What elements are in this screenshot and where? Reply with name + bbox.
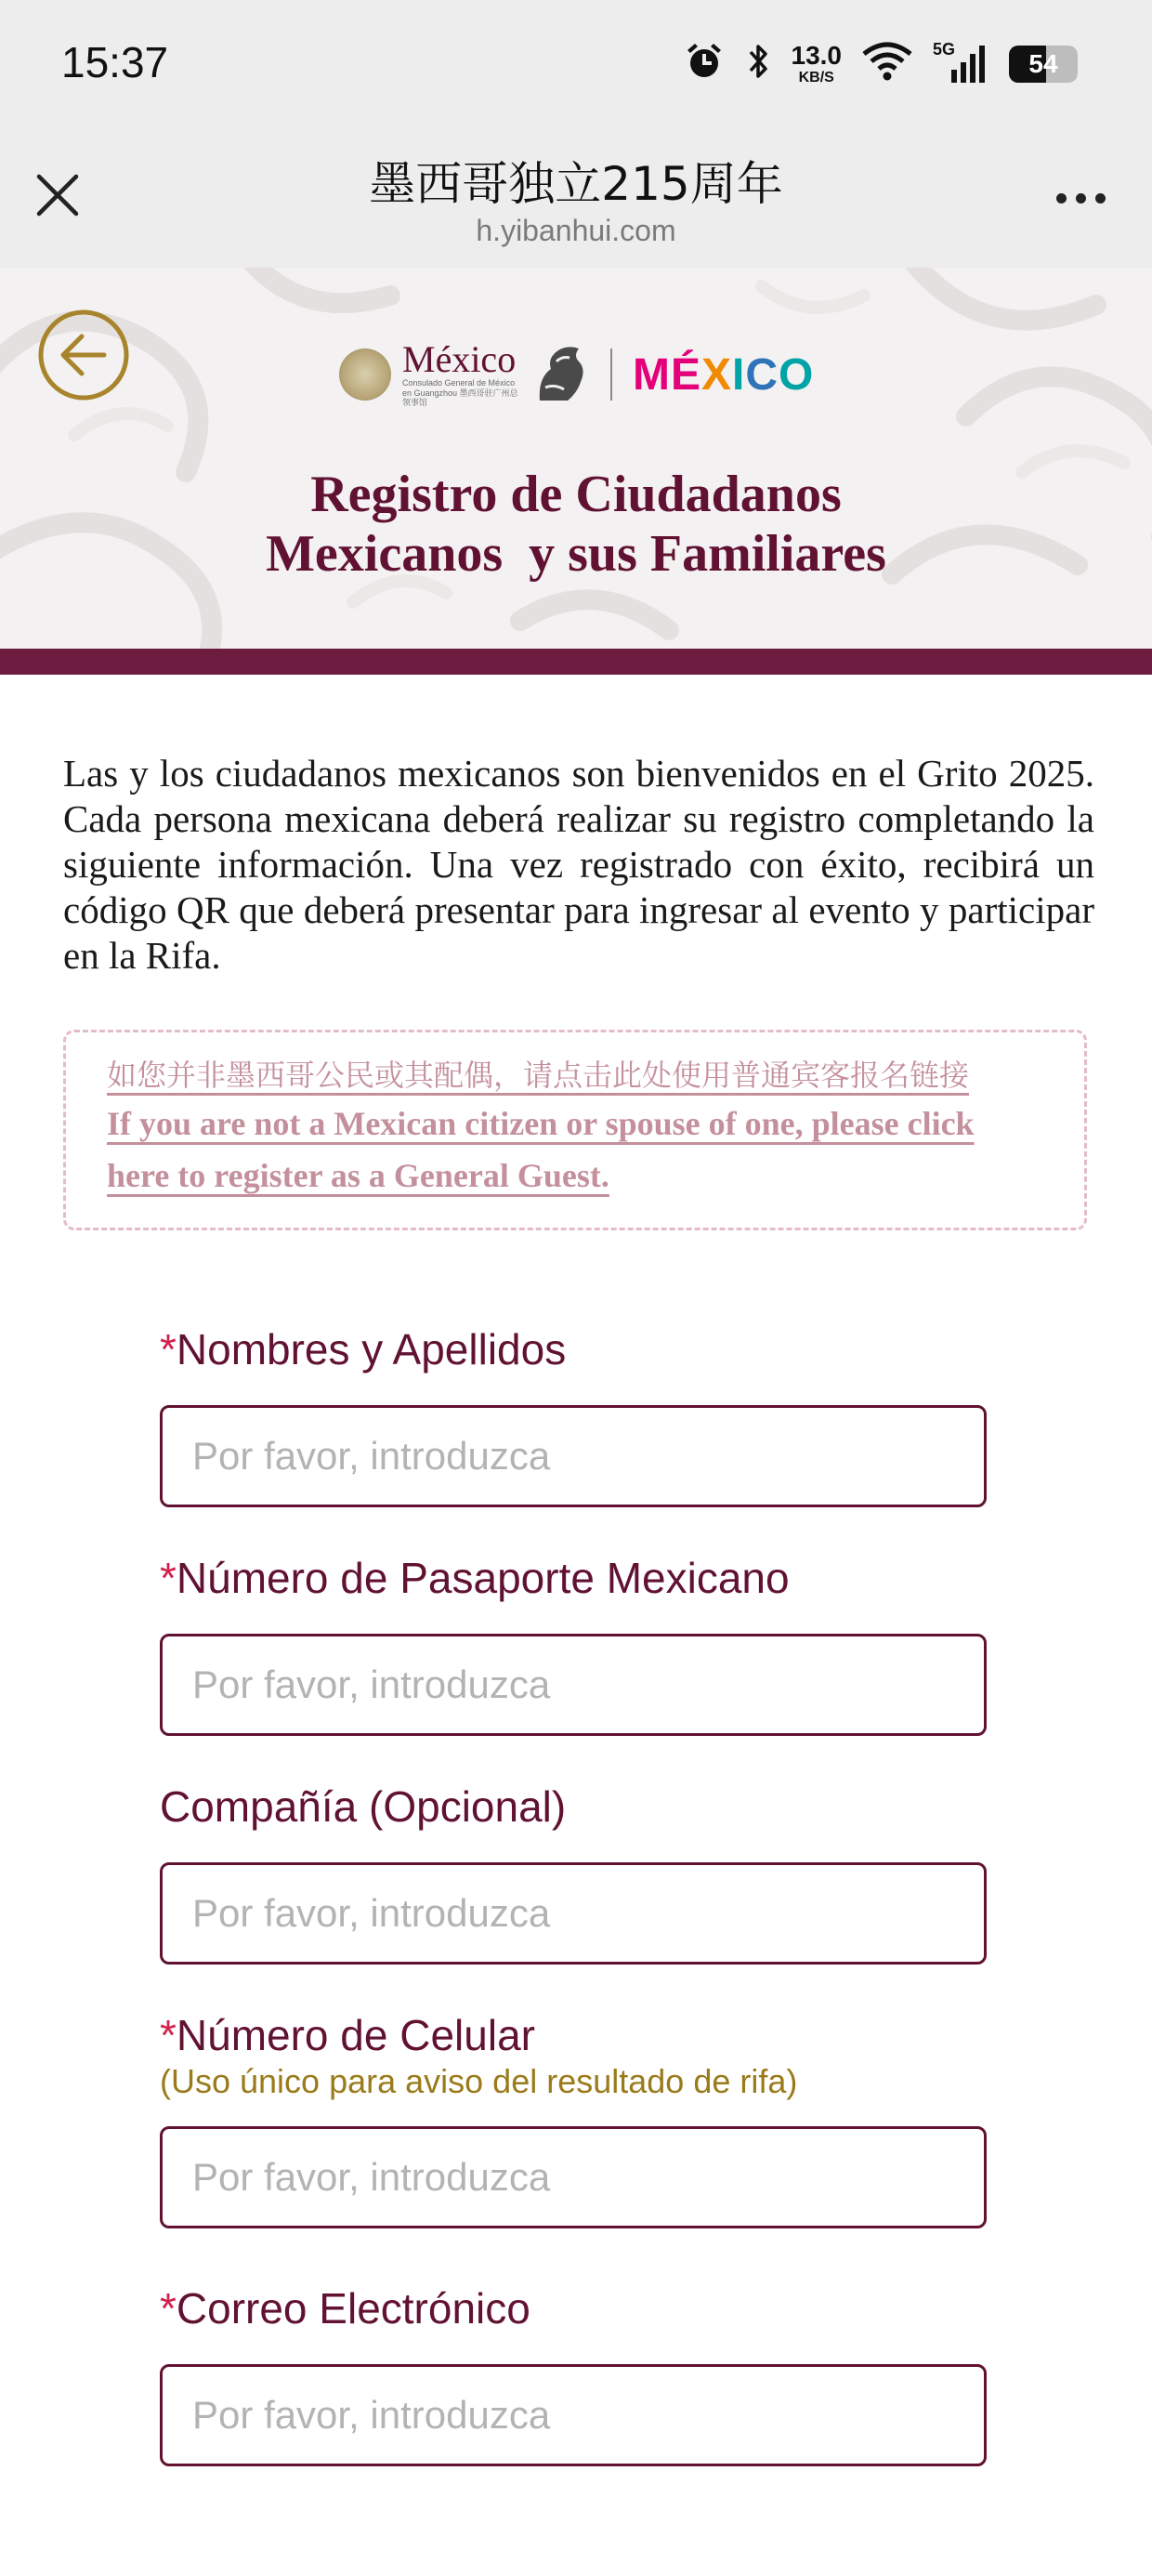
brand-letter: É xyxy=(670,349,701,400)
more-dot-icon xyxy=(1076,193,1086,204)
required-mark: * xyxy=(160,1554,177,1602)
field-label xyxy=(160,1323,990,1375)
nombres-input[interactable] xyxy=(160,1405,987,1507)
more-dot-icon xyxy=(1095,193,1106,204)
celular-input[interactable] xyxy=(160,2126,987,2228)
required-mark: * xyxy=(160,2284,177,2333)
hero-divider-stripe xyxy=(0,649,1152,675)
bluetooth-icon xyxy=(745,41,771,86)
hero-title xyxy=(0,465,1152,584)
brand-letter: M xyxy=(633,349,671,400)
field-label-text: Número de Pasaporte Mexicano xyxy=(176,1554,790,1602)
field-label xyxy=(160,2282,990,2334)
brand-letter: I xyxy=(732,349,746,400)
intro-paragraph: Las y los ciudadanos mexicanos son bienvenidos en el Grito 2025. Cada persona mexicana deberá realizar su registro completando la siguiente información. Una vez registrado con éxito, recibirá un código QR que deberá presentar para ingresar al evento y participar en la Rifa. xyxy=(63,752,1094,977)
pasaporte-input[interactable] xyxy=(160,1634,987,1736)
arrow-left-icon xyxy=(35,307,132,403)
page-title: 墨西哥独立215周年 xyxy=(369,157,783,211)
status-time: 15:37 xyxy=(61,38,169,86)
mexico-brand-logo xyxy=(633,349,814,401)
more-dot-icon xyxy=(1056,193,1067,204)
network-type: 5G xyxy=(933,39,956,59)
battery-level: 54 xyxy=(1028,48,1058,78)
status-bar xyxy=(0,0,1152,138)
alarm-icon xyxy=(684,41,725,86)
logo-divider xyxy=(610,348,612,401)
logo-mexico-subtitle: Consulado General de México en Guangzhou 墨西哥驻广州总领事馆 xyxy=(402,377,518,408)
field-label-text: Nombres y Apellidos xyxy=(176,1325,567,1373)
logo-mexico-word: México xyxy=(402,337,517,380)
field-label-text: Compañía (Opcional) xyxy=(160,1782,567,1831)
wifi-icon xyxy=(862,41,912,86)
general-guest-link-zh[interactable]: 如您并非墨西哥公民或其配偶，请点击此处使用普通宾客报名链接 xyxy=(107,1058,970,1093)
form-field-nombres xyxy=(160,1323,990,1507)
network-speed-value: 13.0 xyxy=(791,40,842,70)
field-label-text: Correo Electrónico xyxy=(176,2284,530,2333)
required-mark: * xyxy=(160,2011,177,2059)
field-hint: (Uso único para aviso del resultado de rifa) xyxy=(160,2062,798,2100)
field-label-text: Número de Celular xyxy=(176,2011,535,2059)
browser-nav-bar xyxy=(0,138,1152,268)
form-field-pasaporte xyxy=(160,1552,990,1736)
hero-title-line1: Registro de Ciudadanos xyxy=(310,466,842,523)
consulate-logos xyxy=(339,328,814,421)
general-guest-link-en[interactable]: If you are not a Mexican citizen or spouse of one, please click here to register as a General Guest. xyxy=(107,1105,975,1194)
more-options-button[interactable] xyxy=(1056,193,1106,204)
general-guest-notice xyxy=(63,1030,1087,1230)
hero-banner xyxy=(0,268,1152,649)
eagle-emblem-icon xyxy=(530,341,590,408)
decorative-pattern xyxy=(0,268,1152,649)
brand-letter: C xyxy=(745,349,779,400)
compania-input[interactable] xyxy=(160,1862,987,1965)
cellular-signal-icon xyxy=(933,39,988,85)
battery-icon xyxy=(1009,46,1078,83)
form-field-compania xyxy=(160,1781,990,1965)
seal-icon xyxy=(339,348,391,401)
required-mark: * xyxy=(160,1325,177,1373)
field-label xyxy=(160,2009,990,2061)
network-speed-unit: KB/S xyxy=(798,69,834,85)
form-field-celular xyxy=(160,2009,990,2228)
page-url: h.yibanhui.com xyxy=(476,214,676,247)
hero-title-line2: Mexicanos y sus Familiares xyxy=(266,525,886,583)
correo-input[interactable] xyxy=(160,2364,987,2466)
form-field-correo xyxy=(160,2282,990,2466)
field-label xyxy=(160,1552,990,1604)
brand-letter: X xyxy=(701,349,733,400)
back-button[interactable] xyxy=(35,307,132,403)
status-icons xyxy=(684,41,1079,86)
network-speed xyxy=(791,40,843,85)
field-label xyxy=(160,1781,990,1833)
brand-letter: O xyxy=(779,349,815,400)
gobierno-mexico-logo xyxy=(402,337,523,408)
